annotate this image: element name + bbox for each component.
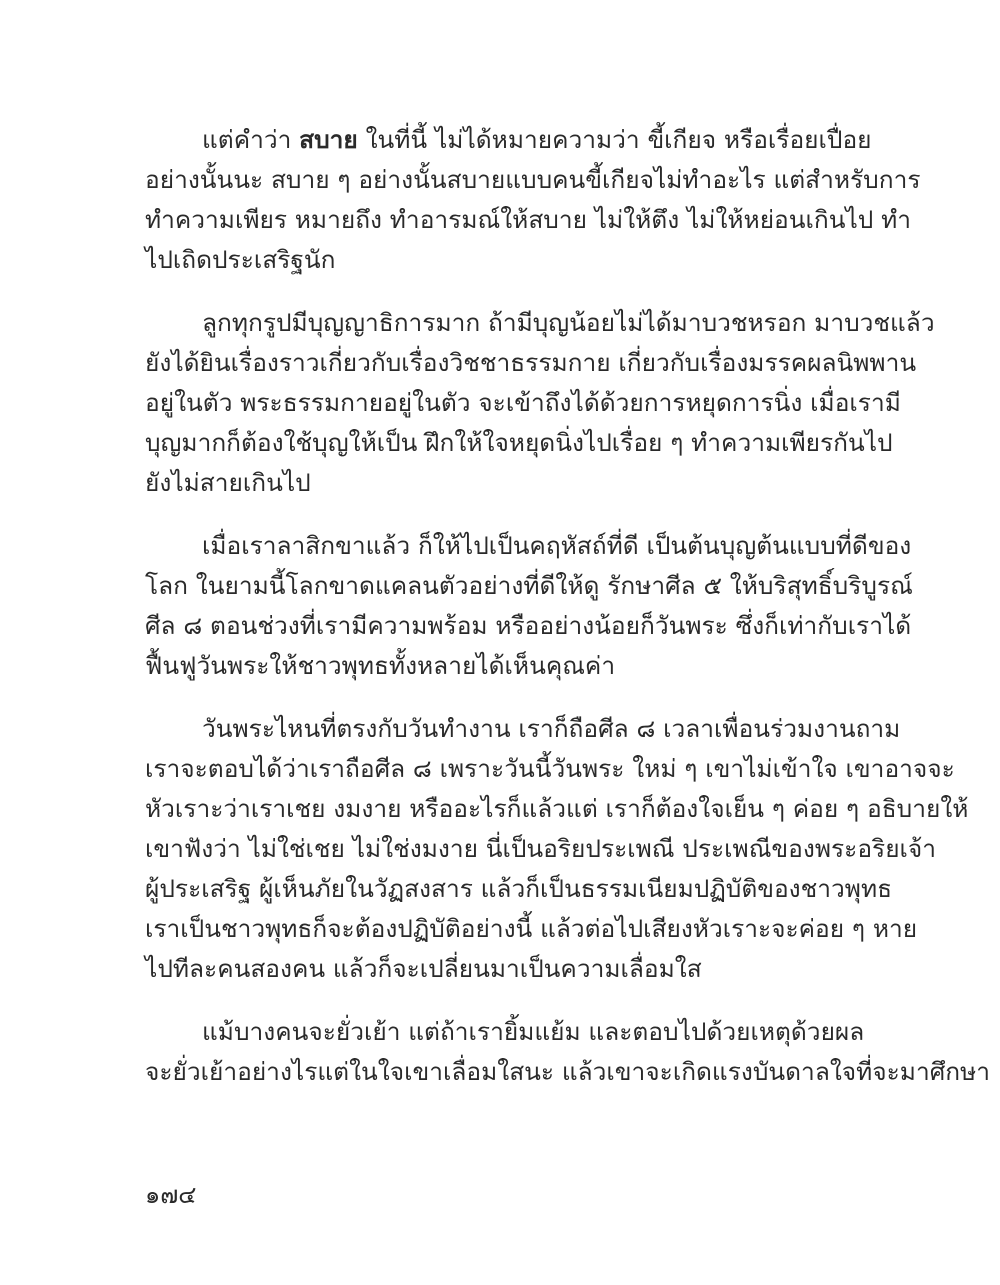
paragraph-2-line-2: ยังได้ยินเรื่องราวเกี่ยวกับเรื่องวิชชาธรรมกาย เกี่ยวกับเรื่องมรรคผลนิพพาน <box>145 348 917 377</box>
paragraph-4 <box>145 709 969 989</box>
paragraph-1-line-1-text: แต่คำว่า สบาย ในที่นี้ ไม่ได้หมายความว่า ขี้เกียจ หรือเรื่อยเปื่อย <box>202 125 872 154</box>
paragraph-3-line-1: เมื่อเราลาสิกขาแล้ว ก็ให้ไปเป็นคฤหัสถ์ที่ดี เป็นต้นบุญต้นแบบที่ดีของ <box>202 531 912 560</box>
paragraph-1-line-1 <box>145 120 872 160</box>
paragraph-3-line-4: ฟื้นฟูวันพระให้ชาวพุทธทั้งหลายได้เห็นคุณค่า <box>145 651 616 680</box>
paragraph-5 <box>145 1012 991 1092</box>
paragraph-4-line-2: เราจะตอบได้ว่าเราถือศีล ๘ เพราะวันนี้วันพระ ใหม่ ๆ เขาไม่เข้าใจ เขาอาจจะ <box>145 754 955 783</box>
paragraph-5-line-2: จะยั่วเย้าอย่างไรแต่ในใจเขาเลื่อมใสนะ แล้วเขาจะเกิดแรงบันดาลใจที่จะมาศึกษา <box>145 1057 991 1086</box>
paragraph-3 <box>145 526 913 686</box>
paragraph-2-line-1: ลูกทุกรูปมีบุญญาธิการมาก ถ้ามีบุญน้อยไม่ได้มาบวชหรอก มาบวชแล้ว <box>202 308 935 337</box>
emphasized-word: สบาย <box>299 125 358 154</box>
paragraph-4-line-1: วันพระไหนที่ตรงกับวันทำงาน เราก็ถือศีล ๘ เวลาเพื่อนร่วมงานถาม <box>202 714 901 743</box>
paragraph-2-line-5: ยังไม่สายเกินไป <box>145 468 311 497</box>
paragraph-1-line-4: ไปเถิดประเสริฐนัก <box>145 245 336 274</box>
paragraph-1 <box>145 120 921 280</box>
paragraph-4-line-6: เราเป็นชาวพุทธก็จะต้องปฏิบัติอย่างนี้ แล้วต่อไปเสียงหัวเราะจะค่อย ๆ หาย <box>145 914 918 943</box>
paragraph-3-line-3: ศีล ๘ ตอนช่วงที่เรามีความพร้อม หรืออย่างน้อยก็วันพระ ซึ่งก็เท่ากับเราได้ <box>145 611 912 640</box>
page-body <box>145 120 991 1115</box>
paragraph-1-line-2: อย่างนั้นนะ สบาย ๆ อย่างนั้นสบายแบบคนขี้เกียจไม่ทำอะไร แต่สำหรับการ <box>145 165 921 194</box>
paragraph-2 <box>145 303 935 503</box>
paragraph-4-line-7: ไปทีละคนสองคน แล้วก็จะเปลี่ยนมาเป็นความเลื่อมใส <box>145 954 702 983</box>
page-number: ๑๗๔ <box>145 1181 197 1209</box>
paragraph-3-line-2: โลก ในยามนี้โลกขาดแคลนตัวอย่างที่ดีให้ดู รักษาศีล ๕ ให้บริสุทธิ์บริบูรณ์ <box>145 571 913 600</box>
paragraph-2-line-3: อยู่ในตัว พระธรรมกายอยู่ในตัว จะเข้าถึงได้ด้วยการหยุดการนิ่ง เมื่อเรามี <box>145 388 901 417</box>
paragraph-4-line-4: เขาฟังว่า ไม่ใช่เชย ไม่ใช่งมงาย นี่เป็นอริยประเพณี ประเพณีของพระอริยเจ้า <box>145 834 937 863</box>
paragraph-4-line-3: หัวเราะว่าเราเชย งมงาย หรืออะไรก็แล้วแต่ เราก็ต้องใจเย็น ๆ ค่อย ๆ อธิบายให้ <box>145 794 969 823</box>
paragraph-5-line-1: แม้บางคนจะยั่วเย้า แต่ถ้าเรายิ้มแย้ม และตอบไปด้วยเหตุด้วยผล <box>202 1017 865 1046</box>
paragraph-4-line-5: ผู้ประเสริฐ ผู้เห็นภัยในวัฏสงสาร แล้วก็เป็นธรรมเนียมปฏิบัติของชาวพุทธ <box>145 874 893 903</box>
paragraph-1-line-3: ทำความเพียร หมายถึง ทำอารมณ์ให้สบาย ไม่ให้ตึง ไม่ให้หย่อนเกินไป ทำ <box>145 205 912 234</box>
paragraph-2-line-4: บุญมากก็ต้องใช้บุญให้เป็น ฝึกให้ใจหยุดนิ่งไปเรื่อย ๆ ทำความเพียรกันไป <box>145 428 893 457</box>
